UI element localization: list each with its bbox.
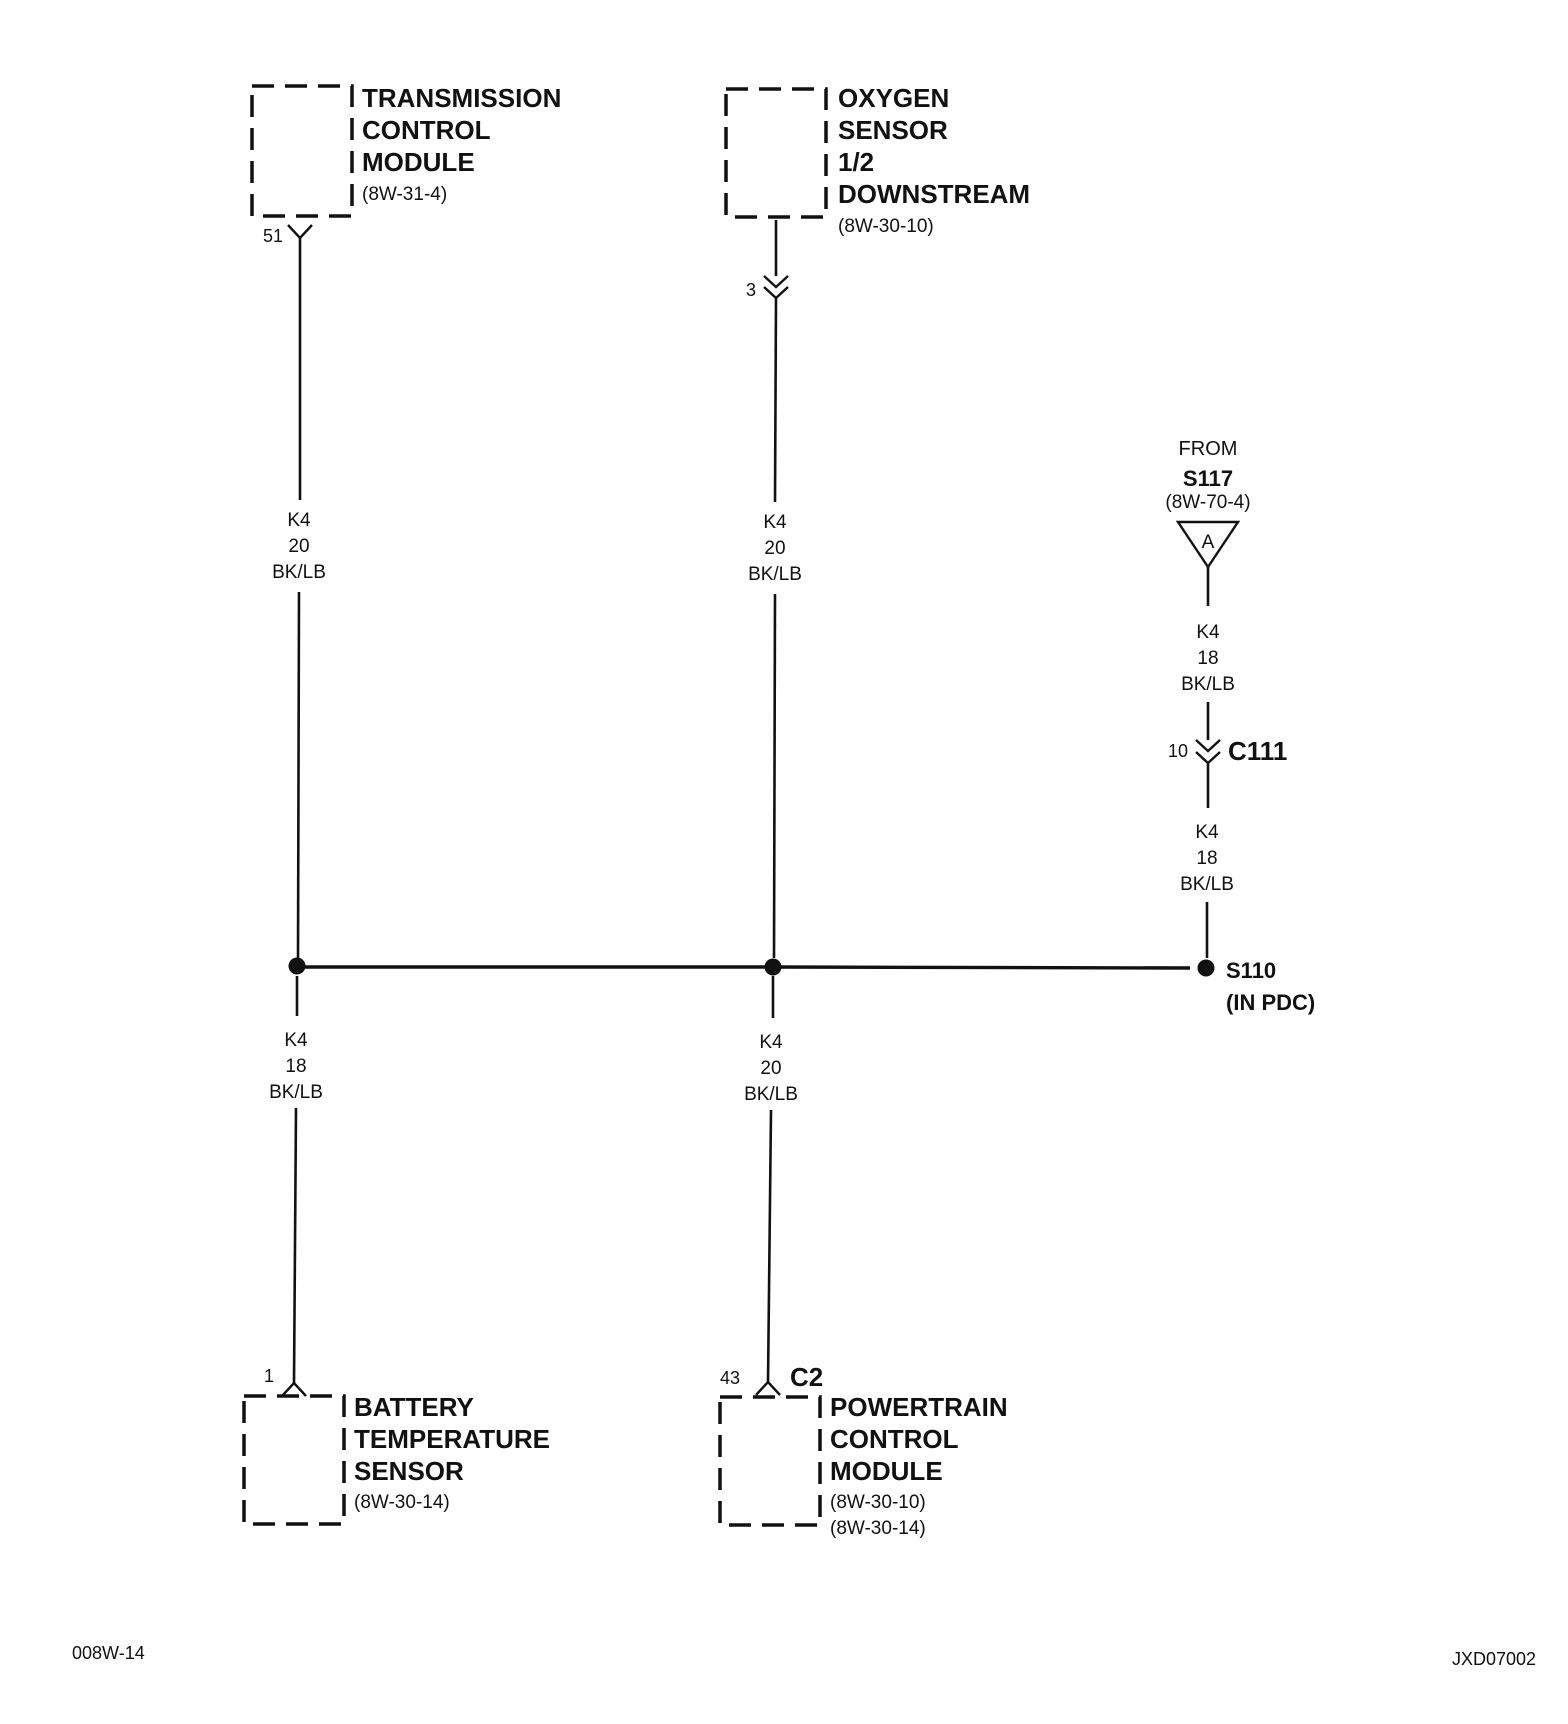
wire-from-upper-gauge: 18	[1197, 648, 1219, 669]
from-label: FROM	[1178, 438, 1238, 460]
wire-from-lower-color: BK/LB	[1180, 874, 1234, 895]
wire-o2-upper	[775, 298, 776, 502]
o2-title-3: 1/2	[838, 147, 875, 177]
wire-from-lower-circuit: K4	[1195, 822, 1219, 843]
pcm-title-2: CONTROL	[830, 1424, 959, 1454]
footer-left-code: 008W-14	[72, 1643, 145, 1663]
c111-chevron	[1196, 740, 1220, 763]
o2-box	[726, 89, 826, 217]
o2-pin: 3	[746, 280, 757, 300]
wire-tcm-color: BK/LB	[272, 562, 326, 583]
wire-pcm-lower	[768, 1110, 771, 1382]
splice-dot-s110	[1198, 960, 1215, 977]
wire-bts-circuit: K4	[284, 1030, 308, 1051]
wire-tcm-lower	[298, 592, 299, 958]
wire-pcm-color: BK/LB	[744, 1084, 798, 1105]
splice-dot-center	[765, 959, 782, 976]
wire-from-upper-circuit: K4	[1196, 622, 1220, 643]
wire-o2-circuit: K4	[763, 512, 787, 533]
pcm-title-1: POWERTRAIN	[830, 1392, 1008, 1422]
from-terminal: A	[1201, 532, 1215, 553]
bts-pin: 1	[264, 1366, 275, 1386]
tcm-ref: (8W-31-4)	[362, 184, 448, 205]
tcm-box	[252, 86, 352, 216]
footer-right-code: JXD07002	[1451, 1649, 1536, 1669]
splice-dot-left	[289, 958, 306, 975]
wire-from-lower-gauge: 18	[1196, 848, 1218, 869]
from-s117	[1165, 438, 1250, 567]
wire-o2-lower	[774, 594, 775, 958]
wire-o2-gauge: 20	[764, 538, 786, 559]
o2-title-1: OXYGEN	[838, 83, 950, 113]
wire-from-upper-color: BK/LB	[1181, 674, 1235, 695]
pcm-pin: 43	[720, 1368, 741, 1388]
bts-male-terminal	[282, 1383, 306, 1396]
pcm-ref-1: (8W-30-10)	[830, 1492, 926, 1513]
pcm-connector: C2	[790, 1362, 824, 1392]
tcm-title-2: CONTROL	[362, 115, 491, 145]
tcm-title-1: TRANSMISSION	[362, 83, 562, 113]
o2-title-2: SENSOR	[838, 115, 948, 145]
s110-location: (IN PDC)	[1226, 990, 1316, 1015]
bts-title-1: BATTERY	[354, 1392, 474, 1422]
pcm-component	[720, 1362, 1008, 1539]
tcm-pin: 51	[263, 226, 284, 246]
bts-ref: (8W-30-14)	[354, 1492, 450, 1513]
pcm-male-terminal	[756, 1382, 780, 1395]
o2-ref: (8W-30-10)	[838, 216, 934, 237]
s110-name: S110	[1226, 958, 1277, 983]
bus-right	[774, 967, 1190, 968]
tcm-component	[252, 83, 561, 246]
c111-pin: 10	[1168, 741, 1189, 761]
pcm-box	[720, 1397, 820, 1525]
bts-box	[244, 1396, 344, 1524]
pcm-ref-2: (8W-30-14)	[830, 1518, 926, 1539]
o2-component	[726, 83, 1030, 300]
wire-pcm-gauge: 20	[760, 1058, 782, 1079]
from-splice: S117	[1182, 466, 1234, 491]
c111-connector	[1168, 736, 1287, 766]
wire-bts-color: BK/LB	[269, 1082, 323, 1103]
wire-pcm-circuit: K4	[759, 1032, 783, 1053]
wire-bts-gauge: 18	[285, 1056, 307, 1077]
o2-connector-chevron	[764, 276, 788, 298]
c111-name: C111	[1228, 736, 1288, 766]
o2-title-4: DOWNSTREAM	[838, 179, 1031, 209]
wire-o2-color: BK/LB	[748, 564, 802, 585]
bts-title-3: SENSOR	[354, 1456, 464, 1486]
tcm-female-terminal	[288, 225, 312, 238]
from-ref: (8W-70-4)	[1165, 492, 1251, 513]
pcm-title-3: MODULE	[830, 1456, 943, 1486]
wire-bts-lower	[294, 1108, 296, 1383]
tcm-title-3: MODULE	[362, 147, 475, 177]
bts-title-2: TEMPERATURE	[354, 1424, 550, 1454]
wire-tcm-gauge: 20	[288, 536, 310, 557]
bts-component	[244, 1366, 550, 1524]
wire-tcm-circuit: K4	[287, 510, 311, 531]
